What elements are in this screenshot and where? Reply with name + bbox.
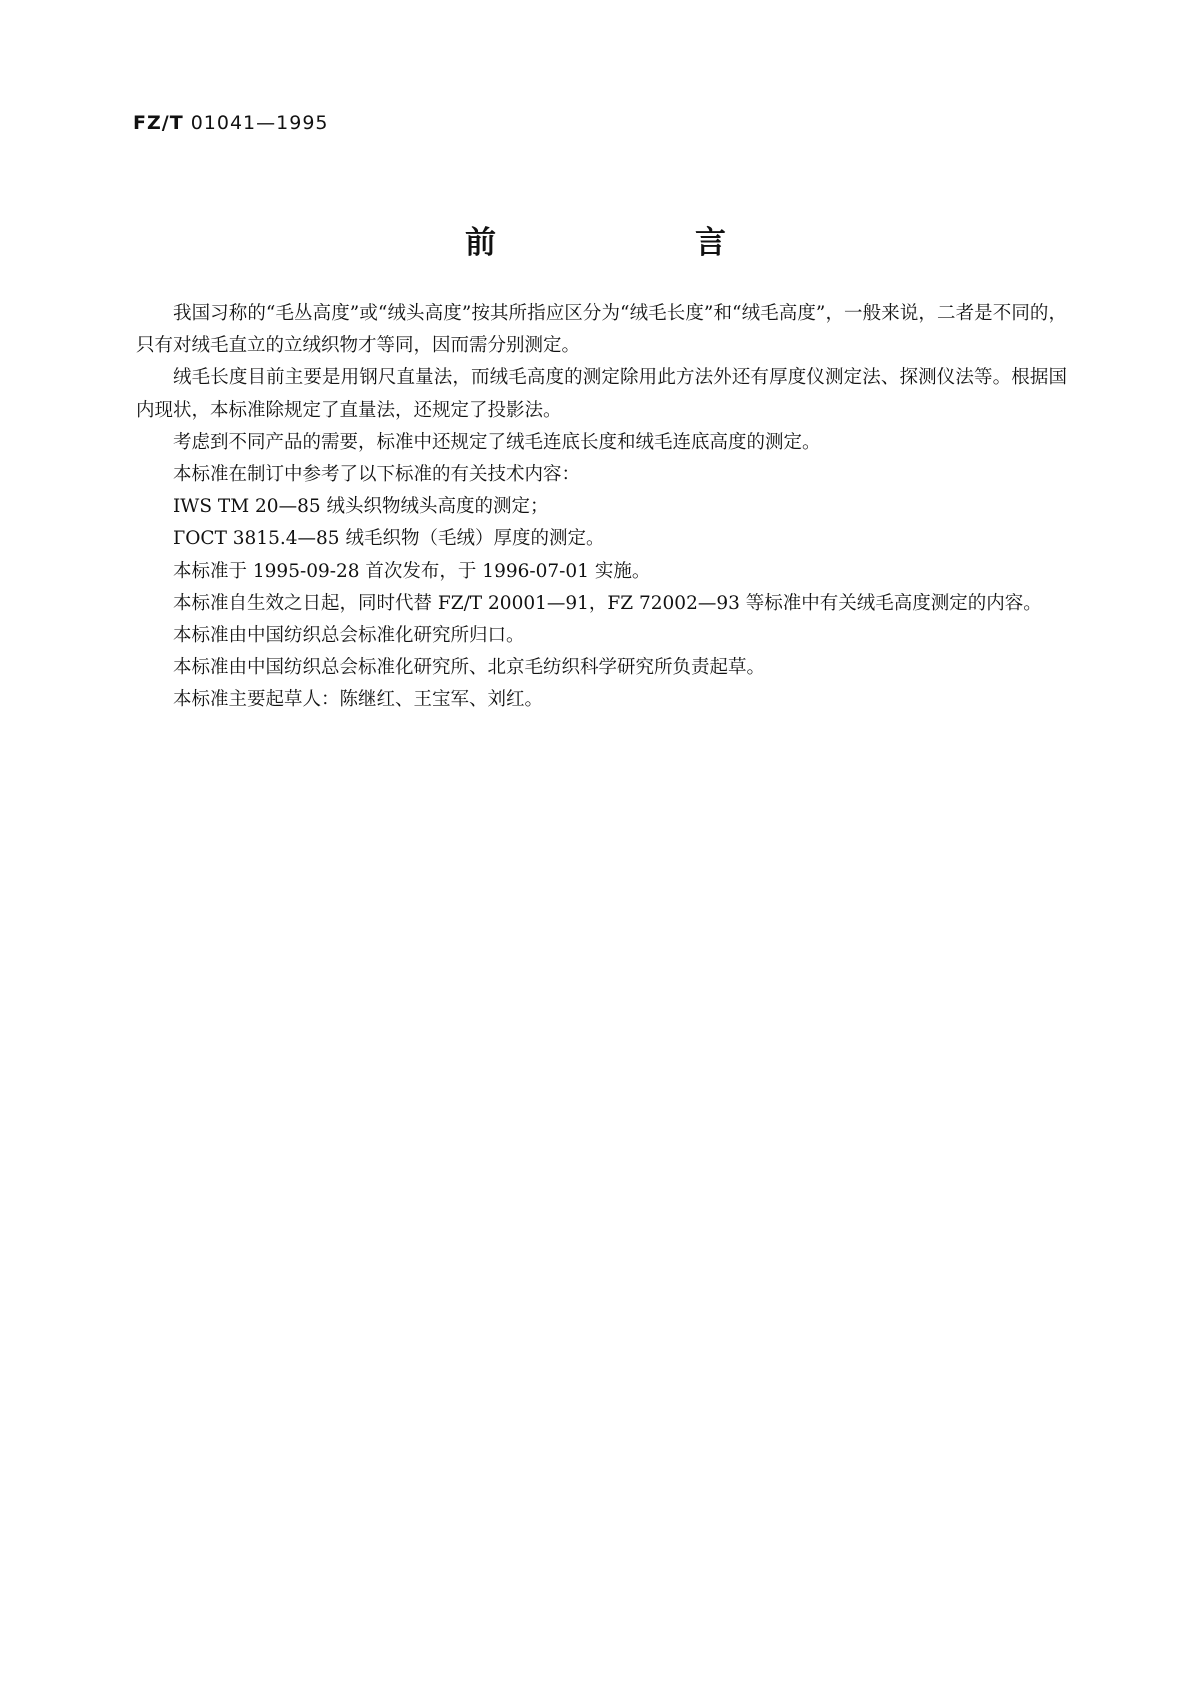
paragraph-methods: 绒毛长度目前主要是用钢尺直量法，而绒毛高度的测定除用此方法外还有厚度仪测定法、探测仪法等。根据国内现状，本标准除规定了直量法，还规定了投影法。: [136, 367, 1067, 421]
foreword-body: [136, 298, 1067, 717]
page-title: 前 言: [465, 225, 810, 261]
paragraph-reference-iws: IWS TM 20—85 绒头织物绒头高度的测定；: [173, 496, 549, 518]
standard-code: [133, 114, 329, 133]
paragraph-drafters: 本标准主要起草人：陈继红、王宝军、刘红。: [173, 689, 544, 711]
paragraph-origin: 我国习称的“毛丛高度”或“绒头高度”按其所指应区分为“绒毛长度”和“绒毛高度”，一般来说，二者是不同的，只有对绒毛直立的立绒织物才等同，因而需分别测定。: [136, 303, 1067, 357]
paragraph-reference-gost: ГОСТ 3815.4—85 绒毛织物（毛绒）厚度的测定。: [173, 528, 605, 550]
paragraph-products: 考虑到不同产品的需要，标准中还规定了绒毛连底长度和绒毛连底高度的测定。: [173, 431, 821, 453]
paragraph-references-intro: 本标准在制订中参考了以下标准的有关技术内容：: [173, 464, 581, 486]
standard-prefix: FZ/T: [133, 112, 184, 134]
paragraph-drafting-units: 本标准由中国纺织总会标准化研究所、北京毛纺织科学研究所负责起草。: [173, 657, 766, 679]
paragraph-release-dates: 本标准于 1995-09-28 首次发布，于 1996-07-01 实施。: [173, 560, 651, 582]
paragraph-replacement: 本标准自生效之日起，同时代替 FZ/T 20001—91，FZ 72002—93 等标准中有关绒毛高度测定的内容。: [173, 592, 1042, 614]
paragraph-administrator: 本标准由中国纺织总会标准化研究所归口。: [173, 625, 525, 647]
standard-number: 01041—1995: [190, 112, 329, 134]
